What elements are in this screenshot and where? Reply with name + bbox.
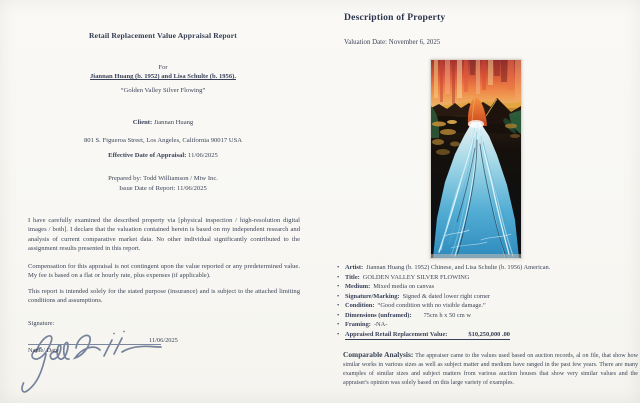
- bullet-icon: •: [337, 273, 340, 281]
- signature-label: Signature:: [28, 320, 55, 327]
- property-details-list: [337, 263, 637, 340]
- client-line: [28, 119, 298, 128]
- owners-names: Jiannan Huang (b. 1952) and Lisa Schulte (b. 1956).: [89, 73, 236, 80]
- certification-paragraph: I have carefully examined the described property via [physical inspection / high-resolution digital images / both]. I declare that the valuation contained herein is based on my independent research and analysis of current comparative market data. No other individual significantly contributed to the assignment results presented in this report.: [28, 216, 300, 253]
- effective-date-value: 11/06/2025: [188, 152, 218, 159]
- detail-medium: • Medium: Mixed media on canvas: [337, 283, 435, 291]
- issue-date-line: Issue Date of Report: 11/06/2025: [119, 184, 207, 192]
- comparable-analysis: [343, 350, 638, 388]
- signature-date: 11/06/2025: [149, 337, 178, 344]
- prepared-by-line: Prepared by: Todd Williamson / Mtw Inc.: [108, 175, 218, 182]
- signature-ink: [18, 320, 193, 400]
- detail-appraised-value: • Appraised Retail Replacement Value: $10,250,000 .00: [337, 330, 637, 341]
- effective-date-line: [28, 152, 298, 161]
- artwork-image: [430, 59, 522, 259]
- client-name: Jiannan Huang: [153, 119, 194, 126]
- valuation-date-line: Valuation Date: November 6, 2025: [344, 39, 441, 46]
- detail-signature-marking: • Signature/Marking: Signed & dated lower right corner: [337, 292, 491, 300]
- bullet-icon: •: [337, 264, 340, 271]
- report-title: Retail Replacement Value Appraisal Report: [89, 31, 237, 40]
- golden-valley-painting: [431, 60, 521, 258]
- detail-dimensions: • Dimensions (unframed): 75cm h x 50 cm w: [337, 311, 471, 319]
- effective-date-label: Effective Date of Appraisal:: [108, 152, 187, 159]
- purpose-paragraph: This report is intended solely for the stated purpose (insurance) and is subject to the attached limiting conditions and assumptions.: [28, 287, 300, 305]
- signature-line: [28, 344, 161, 345]
- bullet-icon: •: [337, 302, 340, 310]
- detail-artist: • Artist: Jiannan Huang (b. 1952) Chinese, and Lisa Schulte (b. 1956) American.: [337, 264, 551, 271]
- client-label: Client:: [132, 119, 153, 126]
- comparable-analysis-label: Comparable Analysis:: [343, 350, 414, 359]
- bullet-icon: •: [337, 311, 340, 319]
- bullet-icon: •: [337, 283, 340, 291]
- detail-title: • Title: GOLDEN VALLEY SILVER FLOWING: [337, 273, 470, 281]
- for-label: For: [158, 64, 168, 71]
- bullet-icon: •: [337, 330, 340, 338]
- description-heading: Description of Property: [344, 12, 446, 23]
- compensation-paragraph: Compensation for this appraisal is not contingent upon the value reported or any predetermined value. My fee is based on a flat or hourly rate, plus expenses (if applicable).: [28, 262, 300, 280]
- detail-framing: • Framing: -NA-: [337, 321, 388, 329]
- name-date-label: Name/ Date: [28, 346, 59, 354]
- bullet-icon: •: [337, 321, 340, 329]
- client-address: 801 S. Figueroa Street, Los Angeles, California 90017 USA: [83, 137, 243, 144]
- artwork-title-quoted: “Golden Valley Silver Flowing”: [120, 87, 206, 94]
- detail-condition: • Condition: “Good condition with no visible damage.”: [337, 302, 486, 310]
- comparable-analysis-text: The appraiser came to the values used based on auction records, al on file, that show how similar works in various sizes as well as subject matter and medium have ranged in the past few years. There are many examples of similar sizes and subject matters from various auction houses that show very similar values and the appraiser's opinion was solely based on this large variety of examples.: [343, 353, 638, 387]
- bullet-icon: •: [337, 292, 340, 300]
